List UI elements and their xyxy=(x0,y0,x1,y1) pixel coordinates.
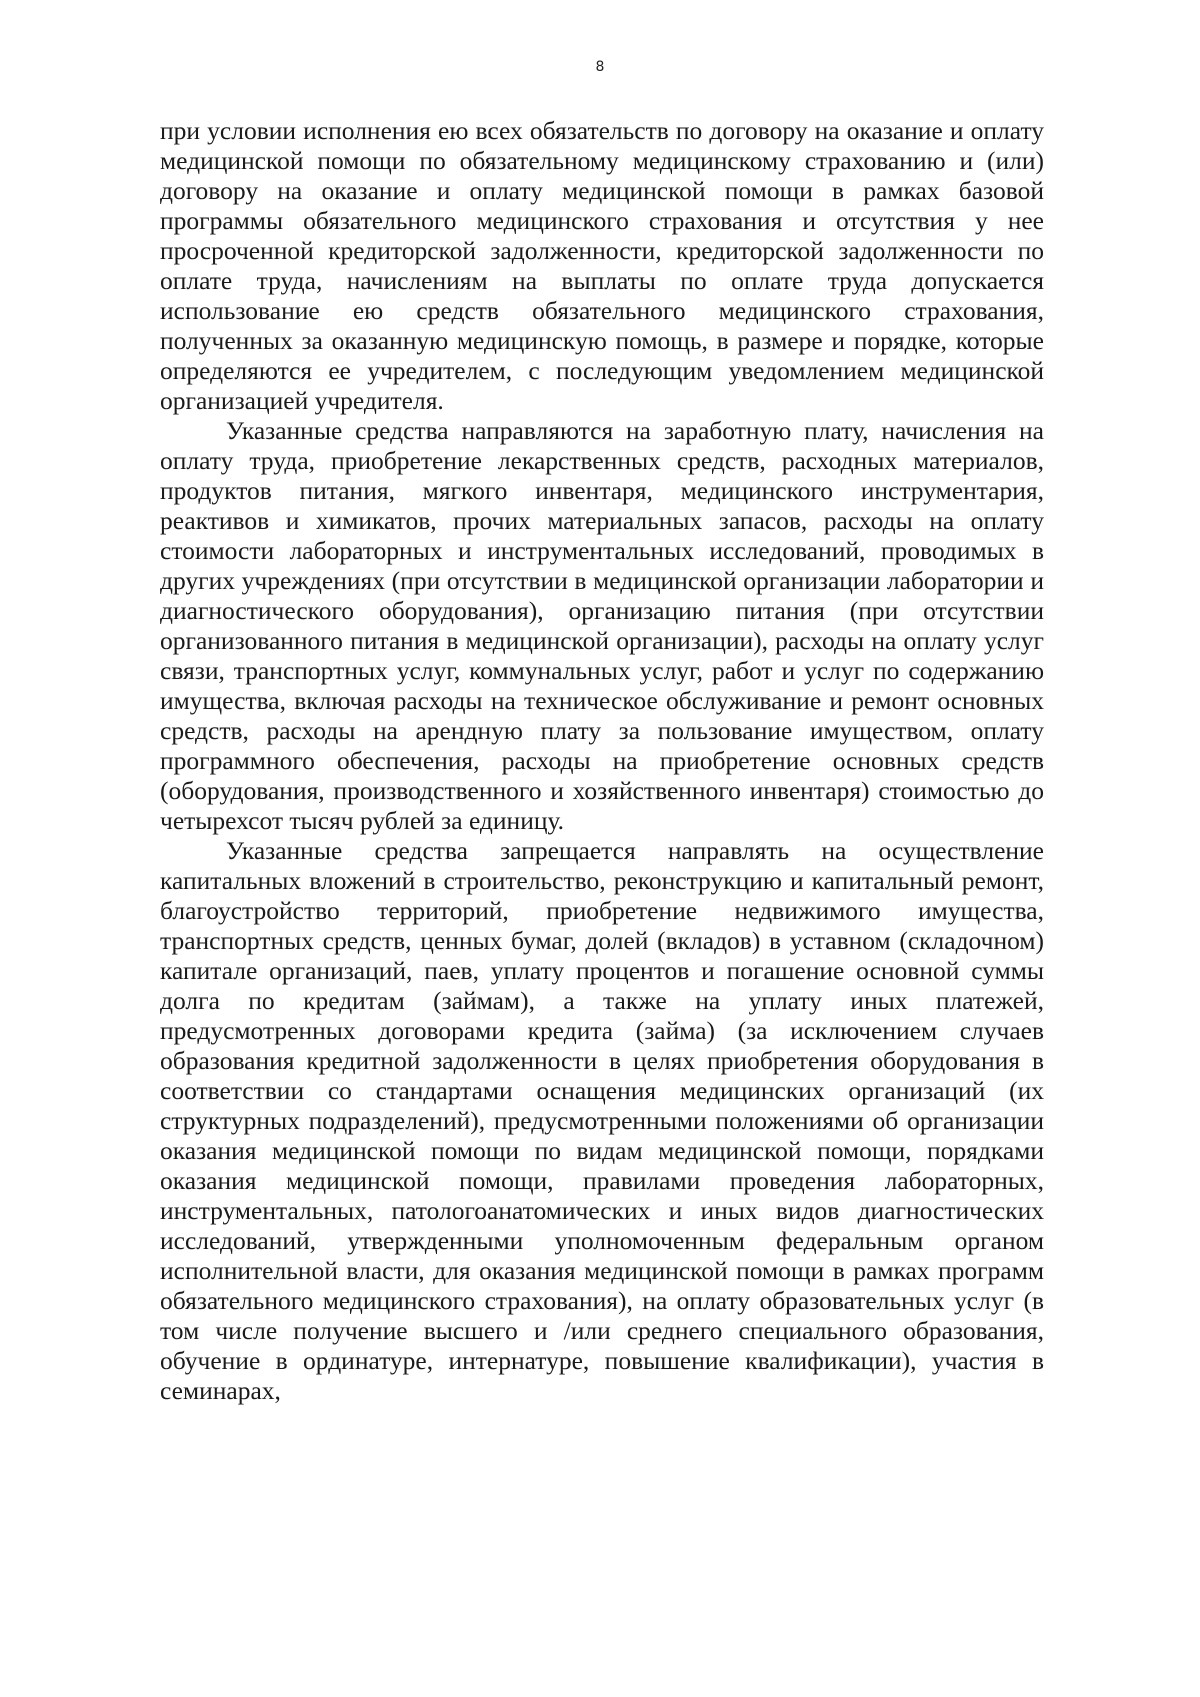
document-body xyxy=(160,116,1044,1406)
paragraph-permitted-expenses: Указанные средства направляются на заработную плату, начисления на оплату труда, приобретение лекарственных средств, расходных материалов, продуктов питания, мягкого инвентаря, медицинского инструментария, реактивов и химикатов, прочих материальных запасов, расходы на оплату стоимости лабораторных и инструментальных исследований, проводимых в других учреждениях (при отсутствии в медицинской организации лаборатории и диагностического оборудования), организацию питания (при отсутствии организованного питания в медицинской организации), расходы на оплату услуг связи, транспортных услуг, коммунальных услуг, работ и услуг по содержанию имущества, включая расходы на техническое обслуживание и ремонт основных средств, расходы на арендную плату за пользование имуществом, оплату программного обеспечения, расходы на приобретение основных средств (оборудования, производственного и хозяйственного инвентаря) стоимостью до четырехсот тысяч рублей за единицу. xyxy=(160,416,1044,835)
paragraph-prohibited-expenses: Указанные средства запрещается направлять на осуществление капитальных вложений в строительство, реконструкцию и капитальный ремонт, благоустройство территорий, приобретение недвижимого имущества, транспортных средств, ценных бумаг, долей (вкладов) в уставном (складочном) капитале организаций, паев, уплату процентов и погашение основной суммы долга по кредитам (займам), а также на уплату иных платежей, предусмотренных договорами кредита (займа) (за исключением случаев образования кредитной задолженности в целях приобретения оборудования в соответствии со стандартами оснащения медицинских организаций (их структурных подразделений), предусмотренными положениями об организации оказания медицинской помощи по видам медицинской помощи, порядками оказания медицинской помощи, правилами проведения лабораторных, инструментальных, патологоанатомических и иных видов диагностических исследований, утвержденными уполномоченным федеральным органом исполнительной власти, для оказания медицинской помощи в рамках программ обязательного медицинского страхования), на оплату образовательных услуг (в том числе получение высшего и /или среднего специального образования, обучение в ординатуре, интернатуре, повышение квалификации), участия в семинарах, xyxy=(160,836,1044,1405)
page-number: 8 xyxy=(595,59,605,75)
paragraph-continuation: при условии исполнения ею всех обязательств по договору на оказание и оплату медицинской помощи по обязательному медицинскому страхованию и (или) договору на оказание и оплату медицинской помощи в рамках базовой программы обязательного медицинского страхования и отсутствия у нее просроченной кредиторской задолженности, кредиторской задолженности по оплате труда, начислениям на выплаты по оплате труда допускается использование ею средств обязательного медицинского страхования, полученных за оказанную медицинскую помощь, в размере и порядке, которые определяются ее учредителем, с последующим уведомлением медицинской организацией учредителя. xyxy=(160,116,1044,415)
